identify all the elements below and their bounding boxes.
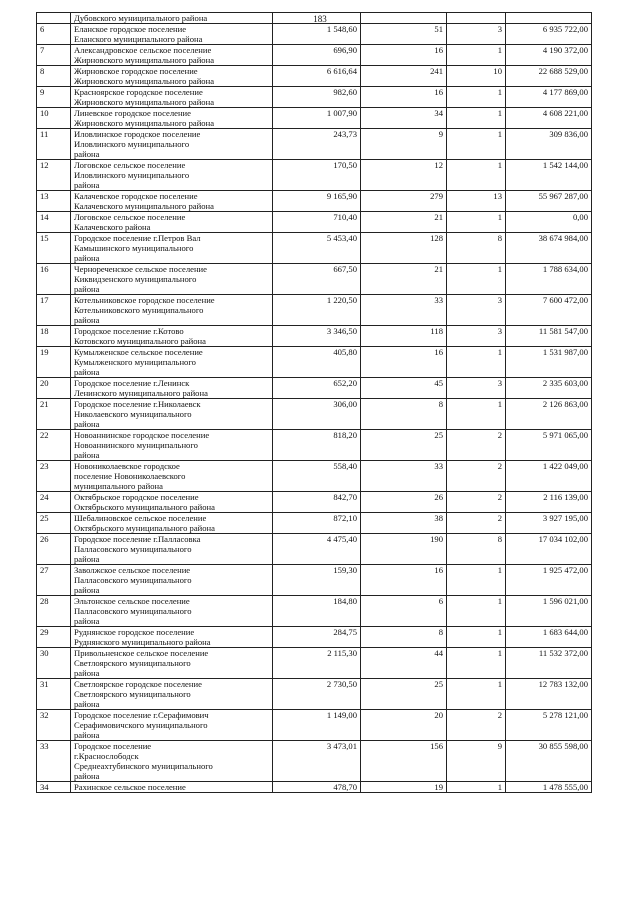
area-value (273, 13, 361, 24)
table-row (37, 430, 592, 461)
count-b-value: 1 (447, 648, 506, 679)
row-number: 23 (37, 461, 71, 492)
settlement-name-text: Городское поселение г.Николаевск Николаевского муниципального района (74, 399, 201, 429)
row-number: 30 (37, 648, 71, 679)
settlement-name-text: Привольненское сельское поселение Светлоярского муниципального района (74, 648, 209, 678)
settlement-name (71, 782, 273, 793)
table-row (37, 45, 592, 66)
count-a-value: 241 (361, 66, 447, 87)
area-value: 2 115,30 (273, 648, 361, 679)
count-a-value: 8 (361, 627, 447, 648)
row-number: 20 (37, 378, 71, 399)
area-value: 696,90 (273, 45, 361, 66)
amount-value: 30 855 598,00 (506, 741, 592, 782)
area-value: 9 165,90 (273, 191, 361, 212)
area-value: 1 007,90 (273, 108, 361, 129)
row-number: 7 (37, 45, 71, 66)
settlement-name (71, 160, 273, 191)
row-number: 11 (37, 129, 71, 160)
settlement-name (71, 378, 273, 399)
settlement-name-text: Заволжское сельское поселение Палласовского муниципального района (74, 565, 192, 595)
settlement-name (71, 326, 273, 347)
row-number: 21 (37, 399, 71, 430)
amount-value: 22 688 529,00 (506, 66, 592, 87)
area-value: 1 220,50 (273, 295, 361, 326)
settlement-name-text: Александровское сельское поселение Жирновского муниципального района (74, 45, 215, 65)
amount-value (506, 13, 592, 24)
area-value: 710,40 (273, 212, 361, 233)
count-a-value: 44 (361, 648, 447, 679)
table-row (37, 87, 592, 108)
table-row (37, 461, 592, 492)
count-b-value: 1 (447, 347, 506, 378)
settlement-name-text: Новониколаевское городское поселение Новониколаевского муниципального района (74, 461, 186, 491)
settlement-name-text: Шебалиновское сельское поселение Октябрьского муниципального района (74, 513, 215, 533)
row-number: 22 (37, 430, 71, 461)
table-row (37, 233, 592, 264)
count-b-value: 3 (447, 326, 506, 347)
settlement-name (71, 679, 273, 710)
settlement-name-text: Городское поселение г.Петров Вал Камышинского муниципального района (74, 233, 201, 263)
table-row (37, 679, 592, 710)
area-value: 818,20 (273, 430, 361, 461)
amount-value: 1 925 472,00 (506, 565, 592, 596)
settlement-name-text: Эльтонское сельское поселение Палласовского муниципального района (74, 596, 192, 626)
count-b-value: 10 (447, 66, 506, 87)
table-row (37, 782, 592, 793)
table-row (37, 534, 592, 565)
settlement-name (71, 264, 273, 295)
row-number: 34 (37, 782, 71, 793)
settlement-name-text: Чернореченское сельское поселение Киквидзенского муниципального района (74, 264, 207, 294)
settlements-table (36, 12, 592, 793)
settlement-name-text: Линевское городское поселение Жирновского муниципального района (74, 108, 215, 128)
settlement-name (71, 534, 273, 565)
area-value: 243,73 (273, 129, 361, 160)
row-number: 25 (37, 513, 71, 534)
settlement-name-text: Кумылженское сельское поселение Кумылженского муниципального района (74, 347, 203, 377)
count-a-value: 16 (361, 565, 447, 596)
settlement-name-text: Рахинское сельское поселение (74, 782, 186, 792)
amount-value: 55 967 287,00 (506, 191, 592, 212)
amount-value: 17 034 102,00 (506, 534, 592, 565)
amount-value: 4 177 869,00 (506, 87, 592, 108)
count-b-value: 13 (447, 191, 506, 212)
count-b-value: 1 (447, 679, 506, 710)
area-value: 478,70 (273, 782, 361, 793)
count-b-value: 2 (447, 492, 506, 513)
amount-value: 309 836,00 (506, 129, 592, 160)
table-row (37, 596, 592, 627)
count-a-value: 9 (361, 129, 447, 160)
count-b-value: 1 (447, 212, 506, 233)
settlement-name (71, 513, 273, 534)
table-row (37, 710, 592, 741)
table-row (37, 648, 592, 679)
count-b-value: 1 (447, 596, 506, 627)
area-value: 170,50 (273, 160, 361, 191)
row-number: 14 (37, 212, 71, 233)
count-b-value: 3 (447, 295, 506, 326)
settlement-name (71, 295, 273, 326)
settlement-name-text: Октябрьское городское поселение Октябрьского муниципального района (74, 492, 215, 512)
row-number: 9 (37, 87, 71, 108)
row-number: 18 (37, 326, 71, 347)
count-a-value: 19 (361, 782, 447, 793)
count-a-value: 8 (361, 399, 447, 430)
settlement-name (71, 233, 273, 264)
count-a-value: 38 (361, 513, 447, 534)
count-a-value: 21 (361, 212, 447, 233)
count-b-value: 2 (447, 513, 506, 534)
count-a-value: 16 (361, 45, 447, 66)
amount-value: 1 788 634,00 (506, 264, 592, 295)
count-b-value: 1 (447, 627, 506, 648)
count-a-value (361, 13, 447, 24)
amount-value: 6 935 722,00 (506, 24, 592, 45)
settlement-name (71, 399, 273, 430)
count-a-value: 128 (361, 233, 447, 264)
settlement-name (71, 492, 273, 513)
area-value: 284,75 (273, 627, 361, 648)
count-b-value: 2 (447, 461, 506, 492)
table-row (37, 378, 592, 399)
count-b-value (447, 13, 506, 24)
count-a-value: 16 (361, 87, 447, 108)
amount-value: 1 422 049,00 (506, 461, 592, 492)
settlement-name (71, 87, 273, 108)
area-value: 1 548,60 (273, 24, 361, 45)
settlement-name-text: Котельниковское городское поселение Котельниковского муниципального района (74, 295, 215, 325)
settlement-name (71, 129, 273, 160)
row-number: 33 (37, 741, 71, 782)
settlement-name-text: Новоаннинское городское поселение Новоаннинского муниципального района (74, 430, 210, 460)
settlement-name (71, 596, 273, 627)
amount-value: 4 608 221,00 (506, 108, 592, 129)
settlement-name-text: Городское поселение г.Краснослободск Среднеахтубинского муниципального района (74, 741, 213, 781)
table-row (37, 347, 592, 378)
row-number: 29 (37, 627, 71, 648)
count-b-value: 1 (447, 264, 506, 295)
row-number: 19 (37, 347, 71, 378)
table-row (37, 513, 592, 534)
count-b-value: 2 (447, 430, 506, 461)
table-row (37, 24, 592, 45)
settlement-name-text: Городское поселение г.Котово Котовского муниципального района (74, 326, 206, 346)
settlement-name-text: Светлоярское городское поселение Светлоярского муниципального района (74, 679, 202, 709)
row-number: 17 (37, 295, 71, 326)
area-value: 5 453,40 (273, 233, 361, 264)
area-value: 159,30 (273, 565, 361, 596)
row-number: 31 (37, 679, 71, 710)
area-value: 184,80 (273, 596, 361, 627)
amount-value: 12 783 132,00 (506, 679, 592, 710)
area-value: 2 730,50 (273, 679, 361, 710)
count-a-value: 190 (361, 534, 447, 565)
row-number: 26 (37, 534, 71, 565)
table-row (37, 13, 592, 24)
count-b-value: 3 (447, 378, 506, 399)
count-a-value: 118 (361, 326, 447, 347)
count-a-value: 25 (361, 430, 447, 461)
area-value: 872,10 (273, 513, 361, 534)
count-b-value: 1 (447, 782, 506, 793)
settlement-name (71, 45, 273, 66)
amount-value: 11 532 372,00 (506, 648, 592, 679)
row-number: 8 (37, 66, 71, 87)
row-number: 15 (37, 233, 71, 264)
count-a-value: 33 (361, 295, 447, 326)
area-value: 6 616,64 (273, 66, 361, 87)
amount-value: 4 190 372,00 (506, 45, 592, 66)
settlement-name-text: Городское поселение г.Ленинск Ленинского муниципального района (74, 378, 208, 398)
settlement-name (71, 24, 273, 45)
settlement-name-text: Городское поселение г.Палласовка Палласовского муниципального района (74, 534, 201, 564)
count-a-value: 51 (361, 24, 447, 45)
count-b-value: 2 (447, 710, 506, 741)
table-row (37, 565, 592, 596)
amount-value: 1 683 644,00 (506, 627, 592, 648)
amount-value: 1 478 555,00 (506, 782, 592, 793)
table-row (37, 264, 592, 295)
settlement-name (71, 741, 273, 782)
count-a-value: 21 (361, 264, 447, 295)
settlement-name (71, 710, 273, 741)
row-number: 13 (37, 191, 71, 212)
settlement-name (71, 347, 273, 378)
settlement-name (71, 648, 273, 679)
row-number: 12 (37, 160, 71, 191)
count-a-value: 34 (361, 108, 447, 129)
table-row (37, 627, 592, 648)
row-number: 27 (37, 565, 71, 596)
area-value: 982,60 (273, 87, 361, 108)
area-value: 558,40 (273, 461, 361, 492)
row-number: 6 (37, 24, 71, 45)
table-row (37, 295, 592, 326)
settlement-name-text: Логовское сельское поселение Калачевского района (74, 212, 186, 232)
amount-value: 5 278 121,00 (506, 710, 592, 741)
table-row (37, 108, 592, 129)
table-row (37, 326, 592, 347)
settlement-name-text: Красноярское городское поселение Жирновского муниципального района (74, 87, 215, 107)
amount-value: 5 971 065,00 (506, 430, 592, 461)
settlement-name (71, 108, 273, 129)
amount-value: 0,00 (506, 212, 592, 233)
amount-value: 11 581 547,00 (506, 326, 592, 347)
settlement-name-text: Жирновское городское поселение Жирновского муниципального района (74, 66, 215, 86)
count-a-value: 16 (361, 347, 447, 378)
count-a-value: 12 (361, 160, 447, 191)
count-a-value: 26 (361, 492, 447, 513)
area-value: 405,80 (273, 347, 361, 378)
settlement-name-text: Логовское сельское поселение Иловлинского муниципального района (74, 160, 190, 190)
count-a-value: 25 (361, 679, 447, 710)
table-row (37, 741, 592, 782)
settlement-name-text: Городское поселение г.Серафимович Серафимовичского муниципального района (74, 710, 209, 740)
table-row (37, 492, 592, 513)
count-a-value: 6 (361, 596, 447, 627)
count-b-value: 1 (447, 108, 506, 129)
settlement-name-text: Иловлинское городское поселение Иловлинского муниципального района (74, 129, 201, 159)
table-row (37, 129, 592, 160)
count-b-value: 1 (447, 87, 506, 108)
settlement-name-text: Еланское городское поселение Еланского муниципального района (74, 24, 203, 44)
area-value: 667,50 (273, 264, 361, 295)
settlement-name (71, 13, 273, 24)
row-number: 32 (37, 710, 71, 741)
amount-value: 7 600 472,00 (506, 295, 592, 326)
settlement-name (71, 430, 273, 461)
count-a-value: 20 (361, 710, 447, 741)
area-value: 3 346,50 (273, 326, 361, 347)
amount-value: 2 335 603,00 (506, 378, 592, 399)
count-a-value: 156 (361, 741, 447, 782)
table-row (37, 66, 592, 87)
count-a-value: 279 (361, 191, 447, 212)
area-value: 842,70 (273, 492, 361, 513)
settlement-name (71, 66, 273, 87)
settlement-name (71, 191, 273, 212)
amount-value: 38 674 984,00 (506, 233, 592, 264)
amount-value: 2 116 139,00 (506, 492, 592, 513)
page-number: 183 (313, 14, 327, 24)
area-value: 652,20 (273, 378, 361, 399)
count-a-value: 45 (361, 378, 447, 399)
count-b-value: 1 (447, 129, 506, 160)
row-number: 28 (37, 596, 71, 627)
count-b-value: 9 (447, 741, 506, 782)
settlement-name (71, 212, 273, 233)
settlement-name-text: Дубовского муниципального района (74, 13, 208, 23)
amount-value: 2 126 863,00 (506, 399, 592, 430)
amount-value: 3 927 195,00 (506, 513, 592, 534)
settlement-name-text: Калачевское городское поселение Калачевского муниципального района (74, 191, 214, 211)
amount-value: 1 542 144,00 (506, 160, 592, 191)
table-row (37, 191, 592, 212)
count-b-value: 1 (447, 160, 506, 191)
amount-value: 1 531 987,00 (506, 347, 592, 378)
table-row (37, 160, 592, 191)
count-b-value: 8 (447, 233, 506, 264)
area-value: 4 475,40 (273, 534, 361, 565)
amount-value: 1 596 021,00 (506, 596, 592, 627)
count-b-value: 1 (447, 45, 506, 66)
table-row (37, 212, 592, 233)
row-number: 16 (37, 264, 71, 295)
area-value: 3 473,01 (273, 741, 361, 782)
settlement-name (71, 627, 273, 648)
area-value: 1 149,00 (273, 710, 361, 741)
table-row (37, 399, 592, 430)
area-value: 306,00 (273, 399, 361, 430)
count-b-value: 1 (447, 399, 506, 430)
settlement-name (71, 461, 273, 492)
row-number: 24 (37, 492, 71, 513)
count-a-value: 33 (361, 461, 447, 492)
settlement-name-text: Руднянское городское поселение Руднянского муниципального района (74, 627, 211, 647)
count-b-value: 1 (447, 565, 506, 596)
row-number (37, 13, 71, 24)
count-b-value: 8 (447, 534, 506, 565)
count-b-value: 3 (447, 24, 506, 45)
row-number: 10 (37, 108, 71, 129)
settlement-name (71, 565, 273, 596)
